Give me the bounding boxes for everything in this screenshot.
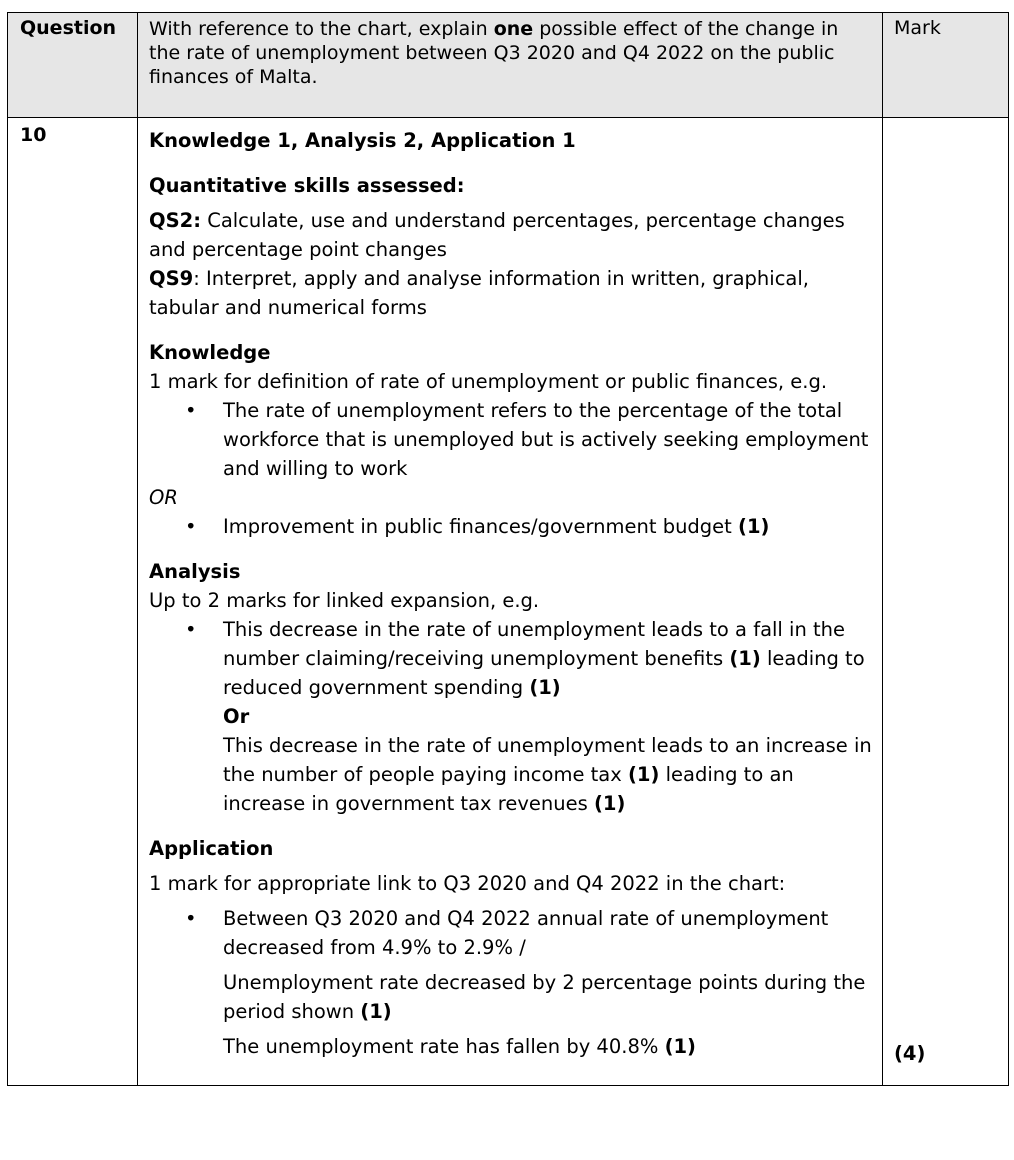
knowledge-bullet-2: • Improvement in public finances/government budget (1): [149, 512, 874, 541]
application-heading: Application: [149, 837, 274, 860]
total-mark: (4): [894, 1042, 926, 1065]
analysis-intro: Up to 2 marks for linked expansion, e.g.: [149, 589, 540, 612]
application-bullet: • Between Q3 2020 and Q4 2022 annual rate of unemployment decreased from 4.9% to 2.9% / Unemployment rate decreased by 2 percentage points during the period shown (1) The unemployment rate has fallen by 40.8% (1): [149, 904, 874, 1061]
analysis-heading: Analysis: [149, 560, 241, 583]
mark-cell: [883, 118, 1009, 1086]
mark-scheme-body: [138, 118, 883, 1086]
question-header: Question: [8, 13, 138, 118]
bullet-icon: •: [185, 907, 197, 930]
answer-row: [8, 118, 1009, 1086]
bullet-icon: •: [185, 515, 197, 538]
qs2-line: QS2: Calculate, use and understand percentages, percentage changes and percentage point changes: [149, 209, 845, 261]
question-text: With reference to the chart, explain one possible effect of the change in the rate of unemployment between Q3 2020 and Q4 2022 on the public finances of Malta.: [138, 13, 883, 118]
knowledge-heading: Knowledge: [149, 341, 271, 364]
qs9-line: QS9: Interpret, apply and analyse information in written, graphical, tabular and numerical forms: [149, 267, 809, 319]
analysis-bullet: • This decrease in the rate of unemployment leads to a fall in the number claiming/receiving unemployment benefits (1) leading to reduced government spending (1) Or This decrease in the rate of unemployment leads to an increase in the number of people paying income tax (1) leading to an increase in government tax revenues (1): [149, 615, 874, 818]
knowledge-intro: 1 mark for definition of rate of unemployment or public finances, e.g.: [149, 370, 828, 393]
knowledge-bullet-1: • The rate of unemployment refers to the percentage of the total workforce that is unemployed but is actively seeking employment and willing to work: [149, 396, 874, 483]
mark-scheme-table: [7, 12, 1009, 1086]
bullet-icon: •: [185, 399, 197, 422]
analysis-or-label: Or: [223, 705, 250, 728]
or-label: OR: [149, 486, 178, 509]
header-row: [8, 13, 1009, 118]
marks-breakdown-title: Knowledge 1, Analysis 2, Application 1: [149, 129, 576, 152]
quant-skills-heading: Quantitative skills assessed:: [149, 174, 465, 197]
mark-header: Mark: [883, 13, 1009, 118]
question-number: 10: [8, 118, 138, 1086]
bullet-icon: •: [185, 618, 197, 641]
application-intro: 1 mark for appropriate link to Q3 2020 and Q4 2022 in the chart:: [149, 872, 786, 895]
